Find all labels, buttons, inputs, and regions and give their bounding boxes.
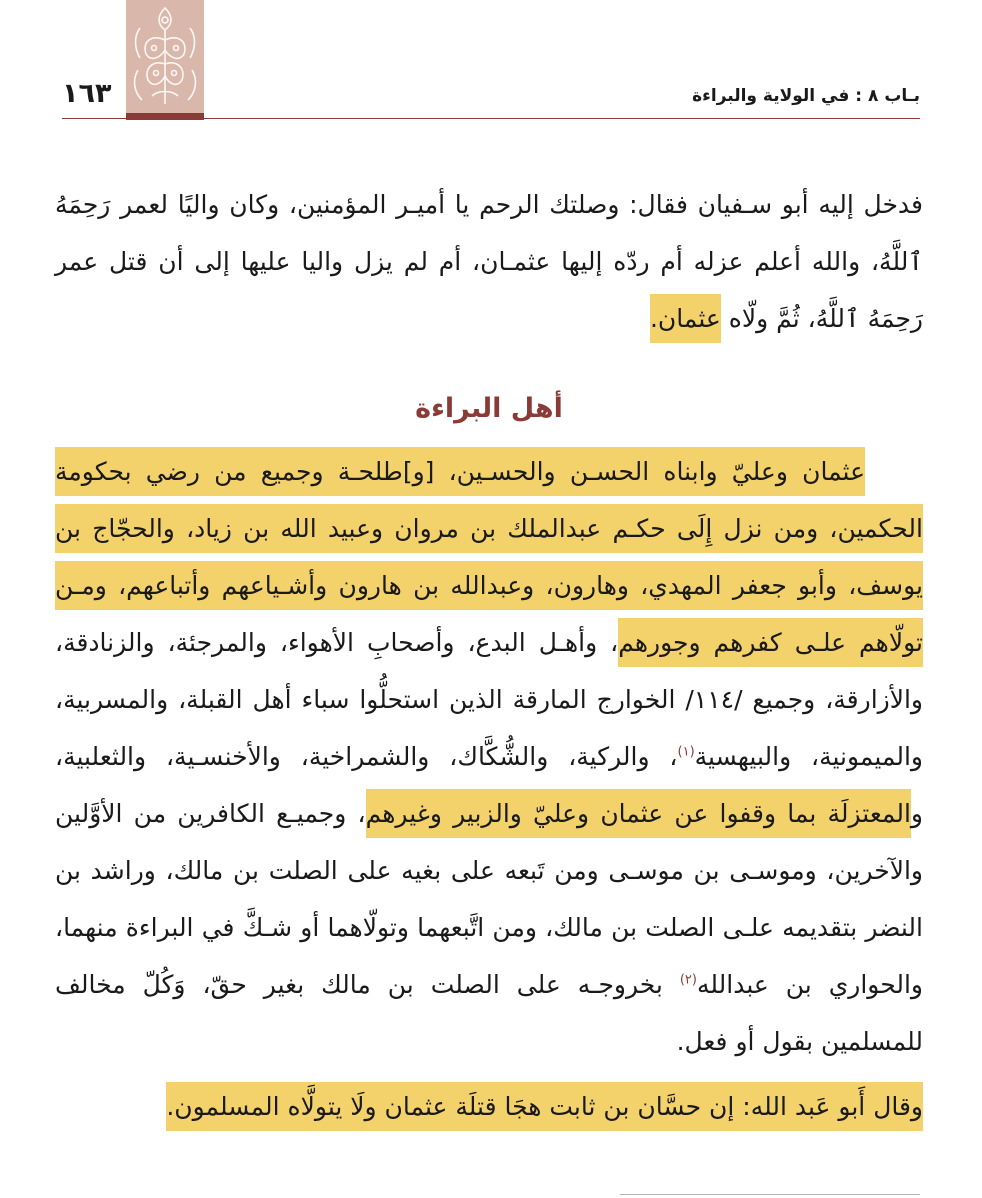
running-head: بـاب ٨ : في الولاية والبراءة xyxy=(692,86,920,106)
page-number: ١٦٣ xyxy=(62,78,112,109)
main-highlight-1: عثمان وعليّ وابناه الحسـن والحسـين، [و]طلحـة وجميع من رضي بحكومة الحكمين، ومن نزل إِلَى حكـم عبدالملك بن مروان وعبيد الله بن زياد، والحجّاج بن يوسف، وأبو جعفر المهدي، وهارون، وعبدالله بن هارون وأشـياعهم وأتباعهم، ومـن تولّاهم علـى كفرهم وجورهم xyxy=(55,447,923,667)
page-header xyxy=(62,0,920,120)
footnote-marker-1[interactable]: (١) xyxy=(677,744,695,760)
main-highlight-2: المعتزلَة بما وقفوا عن عثمان وعليّ والزبير وغيرهم xyxy=(366,789,911,838)
main-text-2: ، وأهـل البدع، وأصحابِ الأهواء، والمرجئة، والزنادقة، والأزارقة، وجميع /١١٤/ الخوارج المارقة الذين استحلُّوا سباء أهل القبلة، والمسربية، والميمونية، والبيهسية xyxy=(55,628,924,771)
page-body xyxy=(55,176,923,1135)
main-text-3: ، والركية، والشُّكَّاك، والشمراخية، والأخنسـية، والثعلبية، و xyxy=(55,742,923,828)
footnote-marker-2[interactable]: (٢) xyxy=(679,972,697,988)
main-text-6: بخروجـه على الصلت بن مالك بغير حقّ، وَكُلّ مخالف للمسلمين بقول أو فعل. xyxy=(55,970,923,1056)
header-rule xyxy=(62,118,920,119)
section-heading: أهل البراءة xyxy=(415,393,563,424)
intro-text: فدخل إليه أبو سـفيان فقال: وصلتك الرحم يا أميـر المؤمنين، وكان واليًا لعمر رَحِمَهُ ٱللَّهُ، والله أعلم عزله أم ردّه إليها عثمـان، أم لم يزل واليا عليها إلى أن قتل عمر رَحِمَهُ ٱللَّهُ، ثُمَّ ولّاه xyxy=(55,190,923,333)
footer-rule xyxy=(620,1194,920,1195)
main-paragraph xyxy=(55,443,923,1070)
final-paragraph xyxy=(55,1078,923,1135)
final-highlight: وقال أَبو عَبد الله: إن حسَّان بن ثابت هجَا قتلَة عثمان ولَا يتولَّاه المسلمون. xyxy=(166,1082,923,1131)
main-text-5: ، وجميـع الكافرين من الأوَّلين والآخرين، وموسـى بن موسـى ومن تَبعه على بغيه على الصلت بن مالك، وراشد بن النضر بتقديمه علـى الصلت بن مالك، ومن اتَّبعهما وتولّاهما أو شـكَّ في البراءة منهما، والحواري بن عبدالله xyxy=(55,799,923,999)
intro-paragraph xyxy=(55,176,923,347)
intro-highlight: عثمان. xyxy=(650,294,721,343)
arabesque-ornament-icon xyxy=(126,0,204,120)
